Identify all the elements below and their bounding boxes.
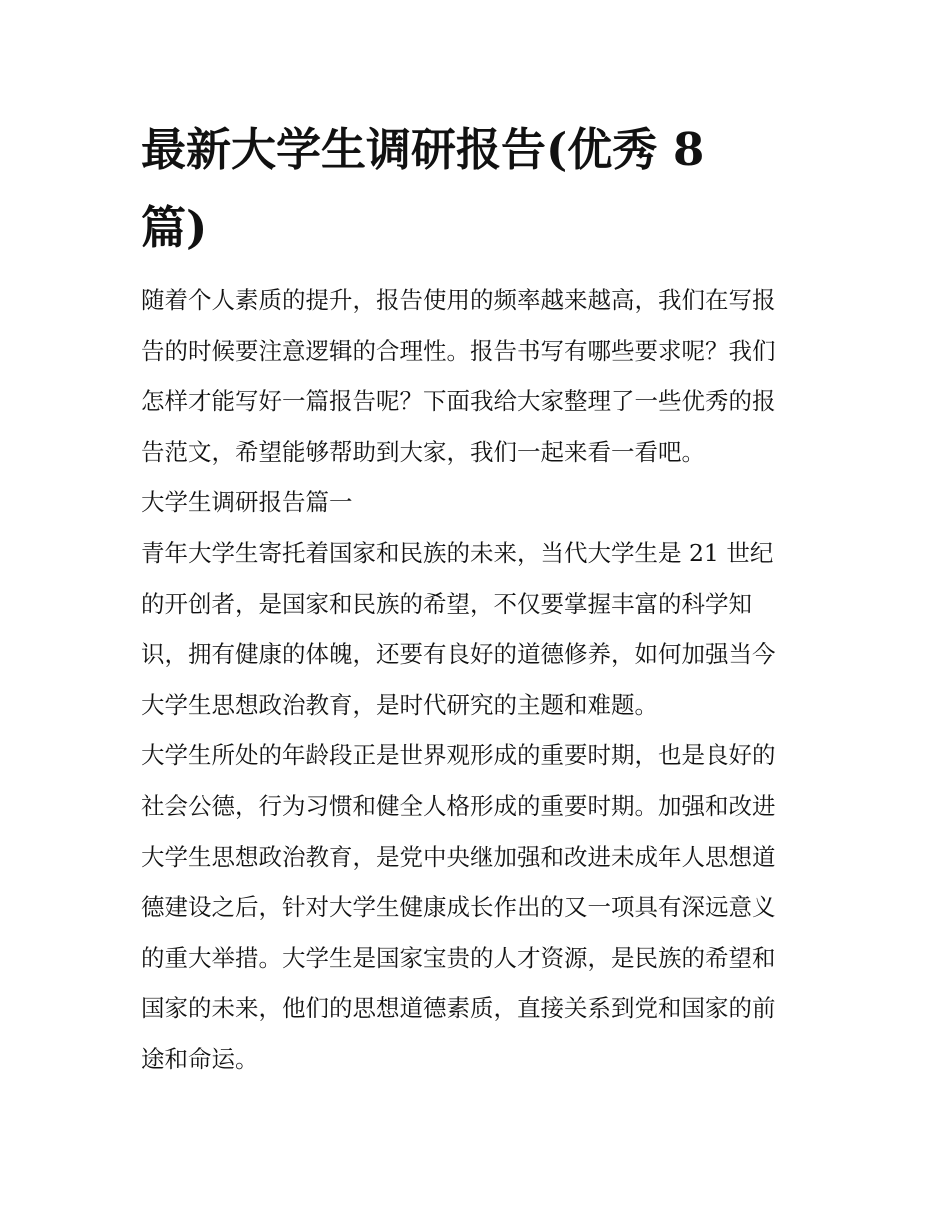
text-line: 大学生调研报告篇一 bbox=[141, 488, 353, 517]
intro-paragraph bbox=[141, 275, 776, 477]
document-body bbox=[141, 275, 776, 1085]
text-line: 识，拥有健康的体魄，还要有良好的道德修养，如何加强当今 bbox=[141, 640, 776, 669]
section-heading bbox=[141, 477, 776, 528]
text-line: 社会公德，行为习惯和健全人格形成的重要时期。加强和改进 bbox=[141, 791, 776, 820]
text-line: 途和命运。 bbox=[141, 1044, 259, 1073]
text-line: 青年大学生寄托着国家和民族的未来，当代大学生是 21 世纪 bbox=[141, 538, 774, 567]
text-line: 大学生思想政治教育，是时代研究的主题和难题。 bbox=[141, 690, 658, 719]
text-line: 大学生所处的年龄段正是世界观形成的重要时期，也是良好的 bbox=[141, 741, 776, 770]
text-line: 怎样才能写好一篇报告呢？下面我给大家整理了一些优秀的报 bbox=[141, 387, 776, 416]
paragraph bbox=[141, 528, 776, 730]
text-line: 国家的未来，他们的思想道德素质，直接关系到党和国家的前 bbox=[141, 994, 776, 1023]
text-line: 大学生思想政治教育，是党中央继加强和改进未成年人思想道 bbox=[141, 842, 776, 871]
title-line: 篇) bbox=[141, 201, 208, 254]
text-line: 告范文，希望能够帮助到大家，我们一起来看一看吧。 bbox=[141, 437, 705, 466]
text-line: 随着个人素质的提升，报告使用的频率越来越高，我们在写报 bbox=[141, 286, 776, 314]
text-line: 德建设之后，针对大学生健康成长作出的又一项具有深远意义 bbox=[141, 893, 776, 922]
text-line: 的重大举措。大学生是国家宝贵的人才资源，是民族的希望和 bbox=[141, 943, 776, 972]
text-line: 告的时候要注意逻辑的合理性。报告书写有哪些要求呢？我们 bbox=[141, 336, 776, 365]
paragraph bbox=[141, 730, 776, 1084]
text-line: 的开创者，是国家和民族的希望，不仅要掌握丰富的科学知 bbox=[141, 589, 752, 618]
title-line: 最新大学生调研报告(优秀 8 bbox=[141, 123, 705, 176]
document-title bbox=[141, 111, 704, 267]
